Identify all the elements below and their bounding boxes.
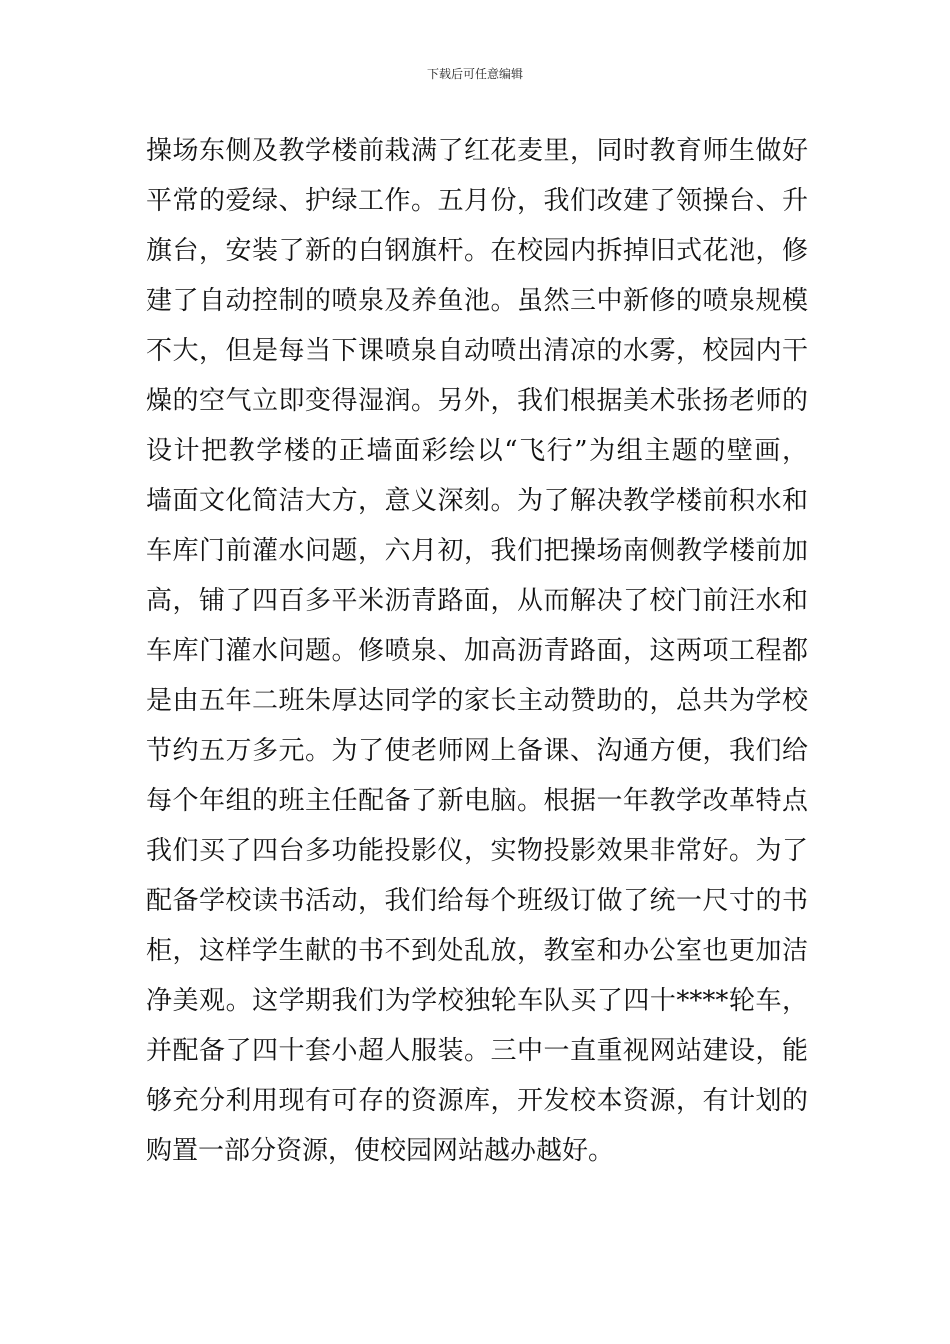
text-line: 设计把教学楼的正墙面彩绘以“飞行”为组主题的壁画， xyxy=(146,436,808,466)
text-line: 平常的爱绿、护绿工作。五月份，我们改建了领操台、升 xyxy=(146,186,808,216)
text-line: 旗台，安装了新的白钢旗杆。在校园内拆掉旧式花池，修 xyxy=(146,236,808,266)
text-line: 节约五万多元。为了使老师网上备课、沟通方便，我们给 xyxy=(146,736,808,766)
text-line: 建了自动控制的喷泉及养鱼池。虽然三中新修的喷泉规模 xyxy=(146,286,808,316)
text-line: 柜，这样学生献的书不到处乱放，教室和办公室也更加洁 xyxy=(146,936,808,966)
body-text xyxy=(146,126,808,1176)
text-line: 车库门前灌水问题，六月初，我们把操场南侧教学楼前加 xyxy=(146,536,808,566)
text-line: 操场东侧及教学楼前栽满了红花麦里，同时教育师生做好 xyxy=(146,136,808,166)
text-line: 是由五年二班朱厚达同学的家长主动赞助的，总共为学校 xyxy=(146,686,808,716)
text-line: 配备学校读书活动，我们给每个班级订做了统一尺寸的书 xyxy=(146,886,808,916)
text-line: 每个年组的班主任配备了新电脑。根据一年教学改革特点 xyxy=(146,786,808,816)
text-line: 我们买了四台多功能投影仪，实物投影效果非常好。为了 xyxy=(146,836,808,866)
text-line: 燥的空气立即变得湿润。另外，我们根据美术张扬老师的 xyxy=(146,386,808,416)
text-line: 车库门灌水问题。修喷泉、加高沥青路面，这两项工程都 xyxy=(146,636,808,666)
text-line: 并配备了四十套小超人服装。三中一直重视网站建设，能 xyxy=(146,1036,808,1066)
text-line: 够充分利用现有可存的资源库，开发校本资源，有计划的 xyxy=(146,1086,808,1116)
text-line: 净美观。这学期我们为学校独轮车队买了四十****轮车， xyxy=(146,986,808,1016)
text-line: 购置一部分资源，使校园网站越办越好。 xyxy=(146,1136,615,1166)
text-line: 高，铺了四百多平米沥青路面，从而解决了校门前汪水和 xyxy=(146,586,808,616)
text-line: 不大，但是每当下课喷泉自动喷出清凉的水雾，校园内干 xyxy=(146,336,808,366)
page-header: 下载后可任意编辑 xyxy=(426,67,523,81)
text-line: 墙面文化简洁大方，意义深刻。为了解决教学楼前积水和 xyxy=(146,486,808,516)
